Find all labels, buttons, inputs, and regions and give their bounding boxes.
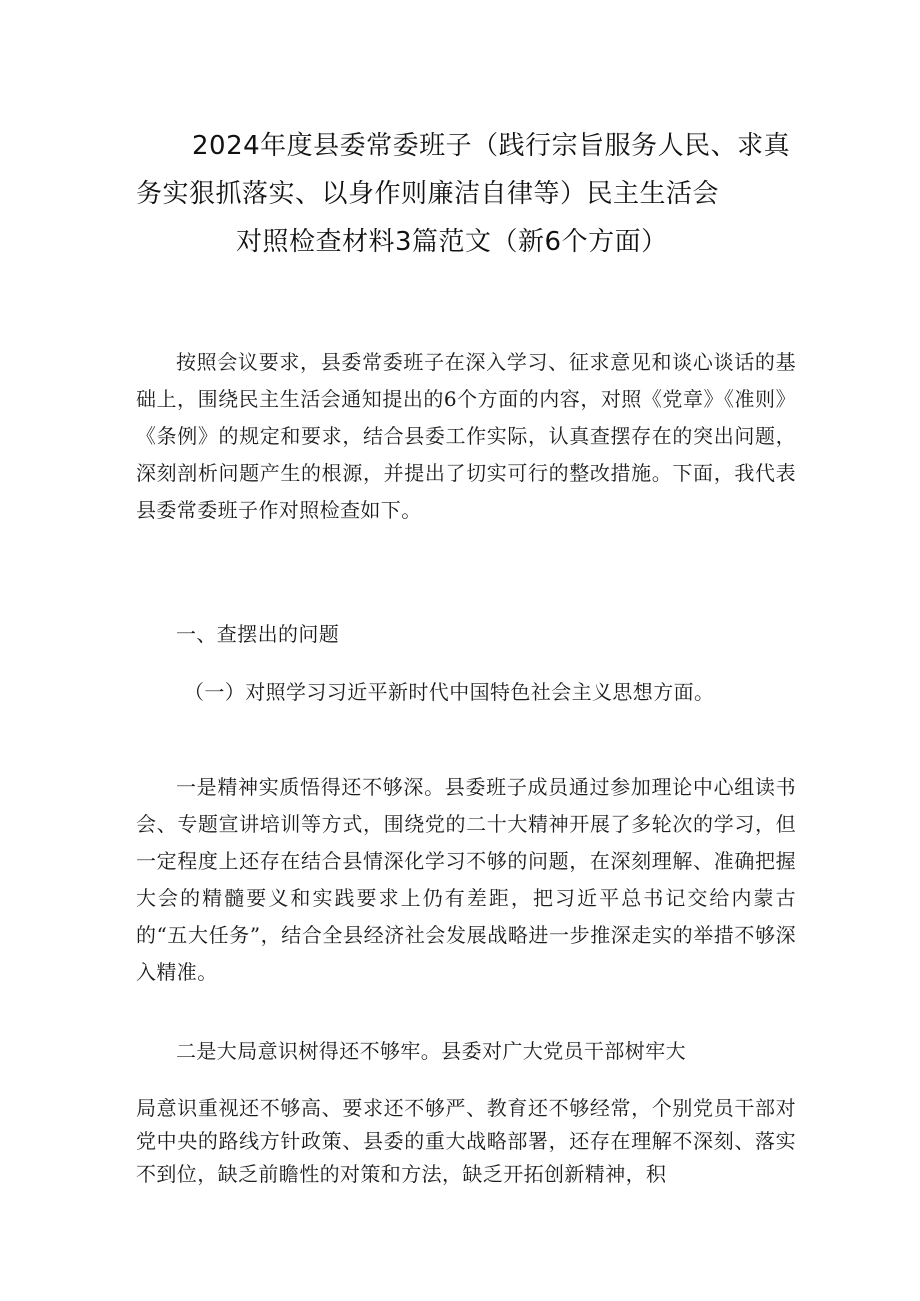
point-one-paragraph: 一是精神实质悟得还不够深。县委班子成员通过参加理论中心组读书会、专题宣讲培训等方式，围绕党的二十大精神开展了多轮次的学习，但一定程度上还存在结合县情深化学习不够的问题，在深刻理解、准确把握大会的精髓要义和实践要求上仍有差距，把习近平总书记交给内蒙古的“五大任务”，结合全县经济社会发展战略进一步推深走实的举措不够深入精准。 bbox=[136, 775, 796, 984]
intro-paragraph-block bbox=[136, 344, 796, 529]
section-heading-block bbox=[136, 616, 796, 653]
subsection-heading: （一）对照学习习近平新时代中国特色社会主义思想方面。 bbox=[184, 680, 715, 704]
document-title bbox=[120, 122, 810, 266]
title-line-1: 2024年度县委常委班子（践行宗旨服务人民、求真 bbox=[192, 131, 791, 161]
point-two-continuation: 局意识重视还不够高、要求还不够严、教育还不够经常，个别党员干部对党中央的路线方针政策、县委的重大战略部署，还存在理解不深刻、落实不到位，缺乏前瞻性的对策和方法，缺乏开拓创新精神，积 bbox=[136, 1096, 796, 1186]
point-two-lead: 二是大局意识树得还不够牢。县委对广大党员干部树牢大 bbox=[176, 1039, 686, 1063]
point-two-continuation-block bbox=[136, 1092, 796, 1191]
subsection-heading-block bbox=[136, 674, 796, 711]
point-two-lead-block bbox=[136, 1033, 796, 1070]
intro-paragraph: 按照会议要求，县委常委班子在深入学习、征求意见和谈心谈话的基础上，围绕民主生活会通知提出的6个方面的内容，对照《党章》《准则》《条例》的规定和要求，结合县委工作实际，认真查摆存在的突出问题，深刻剖析问题产生的根源，并提出了切实可行的整改措施。下面，我代表县委常委班子作对照检查如下。 bbox=[136, 350, 796, 522]
title-line-2: 务实狠抓落实、以身作则廉洁自律等）民主生活会 bbox=[136, 179, 720, 209]
title-line-3: 对照检查材料3篇范文（新6个方面） bbox=[236, 227, 668, 257]
section-heading: 一、查摆出的问题 bbox=[176, 622, 340, 646]
point-one-block bbox=[136, 769, 796, 991]
